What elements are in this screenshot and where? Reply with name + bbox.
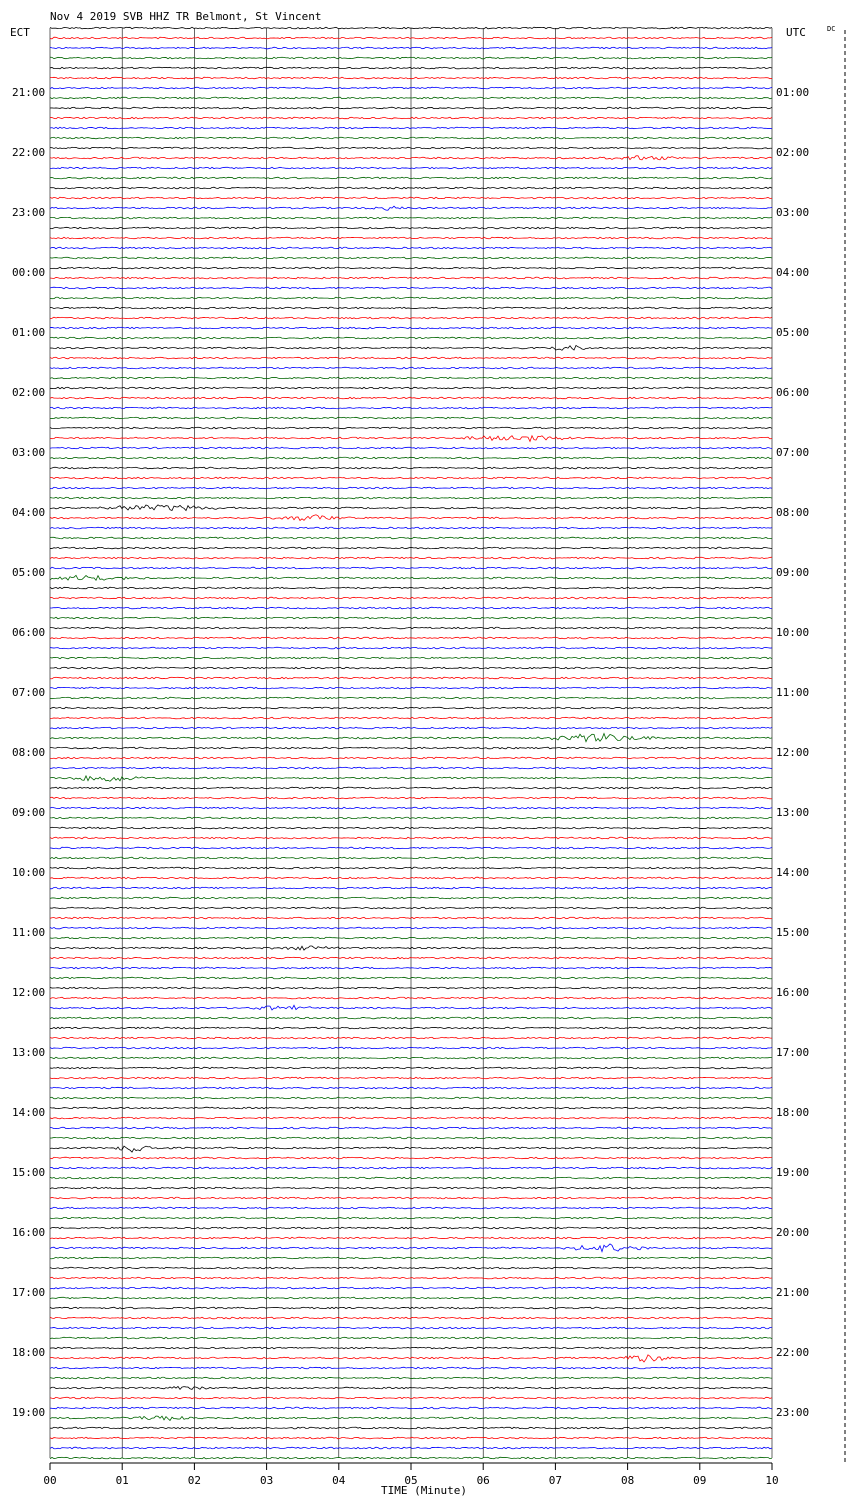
left-hour-label: 18:00 [12,1346,46,1359]
left-hour-label: 14:00 [12,1106,46,1119]
right-hour-label: 22:00 [776,1346,810,1359]
right-hour-label: 01:00 [776,86,810,99]
left-hour-label: 07:00 [12,686,46,699]
left-hour-label: 16:00 [12,1226,46,1239]
minute-grid [50,28,772,1458]
right-hour-label: 10:00 [776,626,810,639]
left-hour-label: 05:00 [12,566,46,579]
right-hour-label: 19:00 [776,1166,810,1179]
right-hour-label: 02:00 [776,146,810,159]
right-hour-label: 13:00 [776,806,810,819]
right-hour-label: 17:00 [776,1046,810,1059]
right-hour-label: 15:00 [776,926,810,939]
x-tick-label: 00 [43,1474,57,1487]
left-hour-label: 21:00 [12,86,46,99]
left-hour-label: 19:00 [12,1406,46,1419]
left-hour-label: 08:00 [12,746,46,759]
left-hour-label: 12:00 [12,986,46,999]
left-hour-label: 11:00 [12,926,46,939]
right-hour-label: 08:00 [776,506,810,519]
x-tick-label: 08 [620,1474,635,1487]
left-hour-label: 09:00 [12,806,46,819]
x-tick-label: 02 [187,1474,202,1487]
x-tick-label: 09 [693,1474,707,1487]
right-hour-label: 03:00 [776,206,810,219]
left-hour-label: 17:00 [12,1286,46,1299]
x-tick-label: 03 [259,1474,274,1487]
left-hour-label: 00:00 [12,266,46,279]
left-hour-label: 22:00 [12,146,46,159]
corner-label: DC [827,25,836,33]
left-hour-label: 10:00 [12,866,46,879]
right-hour-label: 14:00 [776,866,810,879]
right-hour-label: 06:00 [776,386,810,399]
right-hour-label: 23:00 [776,1406,810,1419]
right-hour-label: 12:00 [776,746,810,759]
left-hour-label: 04:00 [12,506,46,519]
right-hour-label: 04:00 [776,266,810,279]
left-hour-label: 01:00 [12,326,46,339]
hour-labels [12,86,809,1419]
right-hour-label: 05:00 [776,326,810,339]
left-hour-label: 13:00 [12,1046,46,1059]
x-tick-label: 05 [404,1474,418,1487]
x-tick-label: 10 [765,1474,779,1487]
left-axis-label: ECT [10,26,30,39]
right-hour-label: 18:00 [776,1106,810,1119]
left-hour-label: 06:00 [12,626,46,639]
left-hour-label: 15:00 [12,1166,46,1179]
right-hour-label: 20:00 [776,1226,810,1239]
right-hour-label: 09:00 [776,566,810,579]
x-tick-label: 04 [332,1474,346,1487]
left-hour-label: 02:00 [12,386,46,399]
x-tick-label: 01 [115,1474,129,1487]
right-hour-label: 21:00 [776,1286,810,1299]
right-hour-label: 07:00 [776,446,810,459]
x-axis-label: TIME (Minute) [380,1484,468,1497]
chart-title: Nov 4 2019 SVB HHZ TR Belmont, St Vincent [50,10,322,23]
left-hour-label: 23:00 [12,206,46,219]
right-axis-label: UTC [786,26,806,39]
right-hour-label: 11:00 [776,686,810,699]
x-tick-label: 06 [476,1474,490,1487]
right-hour-label: 16:00 [776,986,810,999]
left-hour-label: 03:00 [12,446,46,459]
x-tick-label: 07 [548,1474,563,1487]
